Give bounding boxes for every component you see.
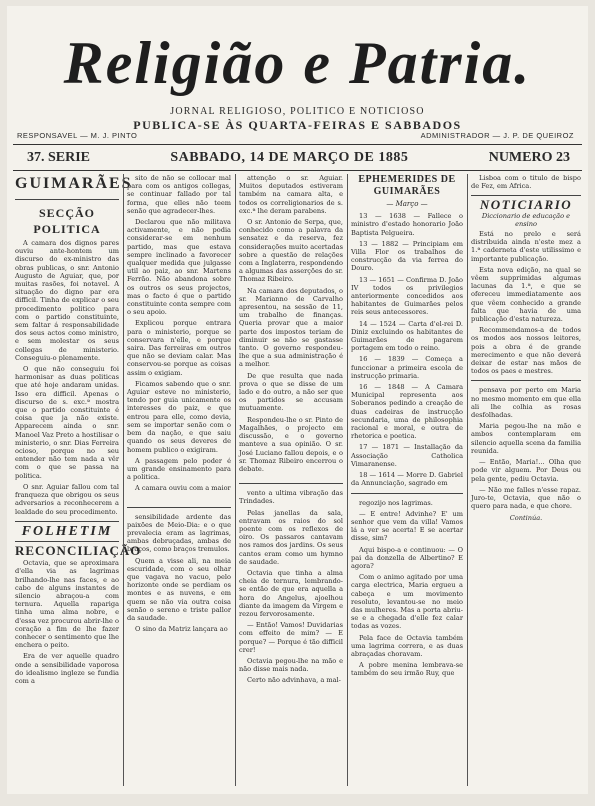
column-5 (471, 174, 581, 786)
ephemeris-entry: 14 — 1524 — Carta d'el-rei D. Diniz excluindo os habitantes de Guimarães de pagarem portagem em todo o reino. (351, 319, 463, 353)
column-1 (15, 174, 142, 786)
ephemeris-entry: 17 — 1871 — Installação da Associação Catholica Vimaranense. (351, 443, 463, 468)
story-paragraph: regozijo nos lagrimas. (359, 498, 433, 507)
article-paragraph: Explicou porque entrara para o ministerio, porque se conservara n'elle, e porque saira. Das ferreiras em outros que não se deviam calar. Mas conservou-se porque as coisas assim o exigiam. (127, 319, 231, 377)
folhetim-heading: FOLHETIM (21, 523, 113, 539)
responsible-editor: RESPONSAVEL — M. J. PINTO (17, 131, 138, 140)
masthead-rule (13, 144, 582, 145)
ephemeris-entry: 16 — 1839 — Começa a funccionar a primeira escola de instrucção primaria. (351, 355, 463, 380)
article-paragraph: Ficamos sabendo que o snr. Aguiar esteve no ministerio, tendo por guia unicamente os interesses do paiz, e que entrou para elle, como devia, sem se importar senão com o bem da nação, e que saiu quando os seus deveres de homem publico o exigiram. (127, 379, 231, 454)
series-label: 37. SERIE (27, 150, 91, 165)
article-paragraph: O que não conseguiu foi harmonisar as duas politicas que até hoje andaram unidas. Isso era difficil. Apenas o discurso de s. exc.ª mostra que o partido constituinte é coisa que ja não existe. Apparecem ainda o snr. Manoel Vaz Preto a hostilisar o ministerio, o snr. Dias Ferreira ocioso, porque no seu entender não tem nada a vêr com o que se passa na politica. (15, 365, 120, 480)
story-paragraph: A pobre menina lembrava-se também do seu irmão Ruy, que (351, 661, 463, 678)
ephemeris-entry: 13 — 1638 — Fallece o ministro d'estado honorario João Baptista Pelgueira. (351, 212, 463, 237)
divider (239, 483, 343, 484)
news-paragraph: Esta nova edição, na qual se vêem supprimidas algumas lacunas da 1.ª, e que se ofereceu immediatamente aos que vêem conhecido a grande falta que havia de uma publicação d'esta natureza. (471, 265, 581, 324)
article-paragraph: sito de não se collocar mal para com os antigos collegas, se continuar fallado por tal forma, que elles não teem senão que agradecer-lhes. (127, 174, 231, 215)
noticiario-heading: NOTICIARIO (479, 197, 573, 213)
story-paragraph: — E entre! Advinhe? E' um senhor que vem da villa! Vamos lá a ver se acerta! E se acertar disse, sim? (351, 509, 463, 543)
article-paragraph: De que resulta que nada prova o que se disse de um lado e do outro, a não ser que os partidos se accusam mutuamente. (239, 371, 343, 413)
article-paragraph: O sr. Antonio de Serpa, que, conhecido como a palavra da sensatez e da reserva, fez considerações muito acertadas sobre a questão de relações com a Inglaterra, respondendo a algumas das asserções do sr. Thomaz Ribeiro. (239, 218, 343, 284)
article-paragraph: Na camara dos deputados, o sr. Marianno de Carvalho apresentou, na sessão de 11, um trabalho de finanças. Queria provar que a maior parte dos impostos teriam de diminuir se não se gastasse tanto. O governo respondeu-lhe que a sua administração é a melhor. (239, 286, 343, 369)
article-paragraph: A camara dos dignos pares ouviu ante-hontem um discurso do ex-ministro das obras publicas, o snr. Antonio Augusto de Aguiar, que, por muitas rasões, foi notavel. A situação do digno par era difficil. Tinha de explicar o seu procedimento politico para com o partido constituinte, sem faltar á responsabilidade dos seus actos como ministro, e sem molestar os seus collegas de ministerio. Conseguiu-o plenamente. (15, 239, 119, 362)
ephemerides-heading: EPHEMERIDES DE GUIMARÃES (358, 174, 456, 197)
column-4 (351, 174, 463, 786)
column-3 (239, 174, 343, 786)
month-label: — Março — (386, 200, 428, 208)
newspaper-page (7, 6, 588, 794)
story-paragraph: — Não me falles n'esse rapaz. Juro-te, Octavia, que não o quero para nada, e que chore. (471, 485, 581, 511)
ephemeris-entry: 18 — 1614 — Morre D. Gabriel da Annunciação, sagrado em (351, 471, 463, 488)
divider (15, 199, 119, 200)
story-paragraph: Octavia, que se aproximara d'ella via as lagrimas brilhando-lhe nas faces, e ao cabo de alguns instantes de silencio abraçou-a com ternura. Aquella rapariga tinha uma alma nobre, e d'essa vez procurou abrir-lhe o coração a fim de lhe fazer conhecer o sentimento que lhe enchera o peito. (15, 559, 119, 650)
section-heading-guimaraes: GUIMARÃES (15, 175, 133, 192)
story-paragraph: Com o animo agitado por uma carga electrica, Maria ergueu a cabeça e um movimento resoluto, levantou-se no meio das mulheres. Mas a porta abriu-se e a chegada d'elle fez calar todas as vozes. (351, 573, 463, 631)
issue-number: NUMERO 23 (488, 150, 570, 165)
publication-schedule: PUBLICA-SE ÀS QUARTA-FEIRAS E SABBADOS (133, 118, 462, 132)
story-paragraph: Era de ver aquelle quadro onde a sensibilidade vaporosa do idealismo ingleze se fundia com a (15, 652, 119, 685)
story-paragraph: vento a ultima vibração das Trindades. (239, 489, 343, 506)
ephemeris-entry: 13 — 1651 — Confirma D. João IV todos os privilegios anteriormente concedidos aos habitantes de Guimarães pelos reis seus antecessores. (351, 275, 463, 317)
column-divider (235, 174, 236, 786)
story-paragraph: Quem a visse ali, na meia escuridade, com o seu olhar que vagava no vacuo, pelo horizonte onde se perdiam os montes e as nuvens, e em quem se não via outra coisa senão o sereno e triste pallor da saudade. (127, 556, 231, 622)
story-paragraph: Certo não advinhava, a mal- (247, 676, 341, 685)
ephemeris-continuation: Lisboa com o titulo de bispo de Fez, em Africa. (471, 174, 581, 191)
news-item-title: Diccionario de educação e ensino (481, 211, 571, 228)
story-paragraph: Octavia pegou-lhe na mão e não disse mais nada. (239, 656, 343, 674)
divider (15, 521, 119, 522)
divider (15, 541, 119, 542)
divider (127, 507, 231, 508)
ephemeris-entry: 13 — 1882 — Principiam em Villa Flor os trabalhos de construcção da via ferrea do Douro. (351, 239, 463, 273)
article-paragraph: Respondeu-lhe o sr. Pinto de Magalhães, o projecto em discussão, e o governo manteve a sua opinião. O sr. José Luciano fallou depois, e o sr. Thomaz Ribeiro encerrou o debate. (239, 415, 343, 473)
issue-date: SABBADO, 14 DE MARÇO DE 1885 (170, 150, 409, 165)
masthead (7, 6, 588, 156)
column-divider (467, 174, 468, 786)
story-paragraph: Maria pegou-lhe na mão e ambos contemplaram em silencio aquella scena da familia reunida. (471, 422, 581, 455)
story-paragraph: O sino da Matriz lançara ao (135, 625, 228, 634)
story-paragraph: pensava por perto em Maria no mesmo momento em que ella ali lhe colhia as rosas desfolhadas. (471, 386, 581, 420)
story-title: RECONCILIAÇÃO (15, 542, 142, 558)
story-paragraph: sensibilidade ardente das paixões de Meio-Dia: e o que prevalecia eram as lagrimas, ambas debruçadas, ambas de braços, como braços tremulos. (127, 512, 231, 554)
divider (471, 380, 581, 381)
article-paragraph: A camara ouviu com a maior (135, 484, 231, 493)
section-heading-politica: SECÇÃO POLITICA (33, 206, 101, 236)
column-divider (347, 174, 348, 786)
continues-label: Continúa. (509, 514, 543, 523)
story-paragraph: Aqui bispo-a e continuou: — O pai da donzella de Albertino? E agora? (351, 545, 463, 570)
story-paragraph: — Então! Vamos! Duvidarias com effeito de mim? — E porque? — Porque é tão difficil crer! (239, 621, 343, 654)
administrator: ADMINISTRADOR — J. P. DE QUEIROZ (420, 131, 574, 140)
column-2 (127, 174, 231, 786)
newspaper-title: Religião e Patria. (63, 30, 532, 96)
story-paragraph: Pela face de Octavia também uma lagrima correra, e as duas abraçadas choravam. (351, 633, 463, 658)
news-paragraph: Recommendamos-a de todos os modos aos nossos leitores, pois a obra é de grande merecimento e que não deverá deixar de estar nas mãos de todos os paes e mestres. (471, 326, 581, 376)
dateline (13, 146, 582, 171)
article-paragraph: Declarou que não militava activamente, e não podia considerar-se em nenhum partido, mas que estava sempre inclinado a favorecer qualquer medida que julgasse util ao paiz, ao snr. Martens Ferrão. Não abandona sobre os outros os seus projectos, mas o facto é que o partido constituinte conta sempre com o seu apoio. (127, 218, 231, 317)
story-paragraph: — Então, Maria!... Olha que pode vir alguem. Por Deus ou pela gente, pediu Octavia. (471, 458, 581, 483)
divider (351, 493, 463, 494)
article-paragraph: attenção o sr. Aguiar. Muitos deputados estiveram também na camara alta, e todos os correligionarios de s. exc.ª lhe deram parabens. (239, 174, 343, 215)
column-divider (123, 174, 124, 786)
story-paragraph: Octavia que tinha a alma cheia de ternura, lembrando-se então de que era aquella a hora do Angelus, ajoelhou diante da imagem da Virgem e rezou fervorosamente. (239, 568, 343, 618)
article-paragraph: A passagem pelo poder é um grande ensinamento para a politica. (127, 456, 231, 482)
newspaper-subtitle: JORNAL RELIGIOSO, POLITICO E NOTICIOSO (170, 106, 425, 117)
story-paragraph: Pelas janellas da sala, entravam os raios do sol poente com os reflexos de oiro. Os passaros cantavam nos ramos dos jardins. Os seus cantos eram como um hymno de saudade. (239, 508, 343, 566)
article-paragraph: O snr. Aguiar fallou com tal franqueza que obrigou os seus adversarios a reconhecerem a lealdade do seu procedimento. (15, 482, 119, 516)
divider (471, 195, 581, 196)
ephemeris-entry: 16 — 1848 — A Camara Municipal representa aos Soberanos pedindo a creação de duas cadeiras de instrucção secundaria, uma de philosophia racional e moral, e outra de rhetorica e poetica. (351, 383, 463, 441)
news-paragraph: Está no prelo e será distribuida ainda n'este mez a 1.ª caderneta d'este utilissimo e importante publicação. (471, 230, 581, 263)
